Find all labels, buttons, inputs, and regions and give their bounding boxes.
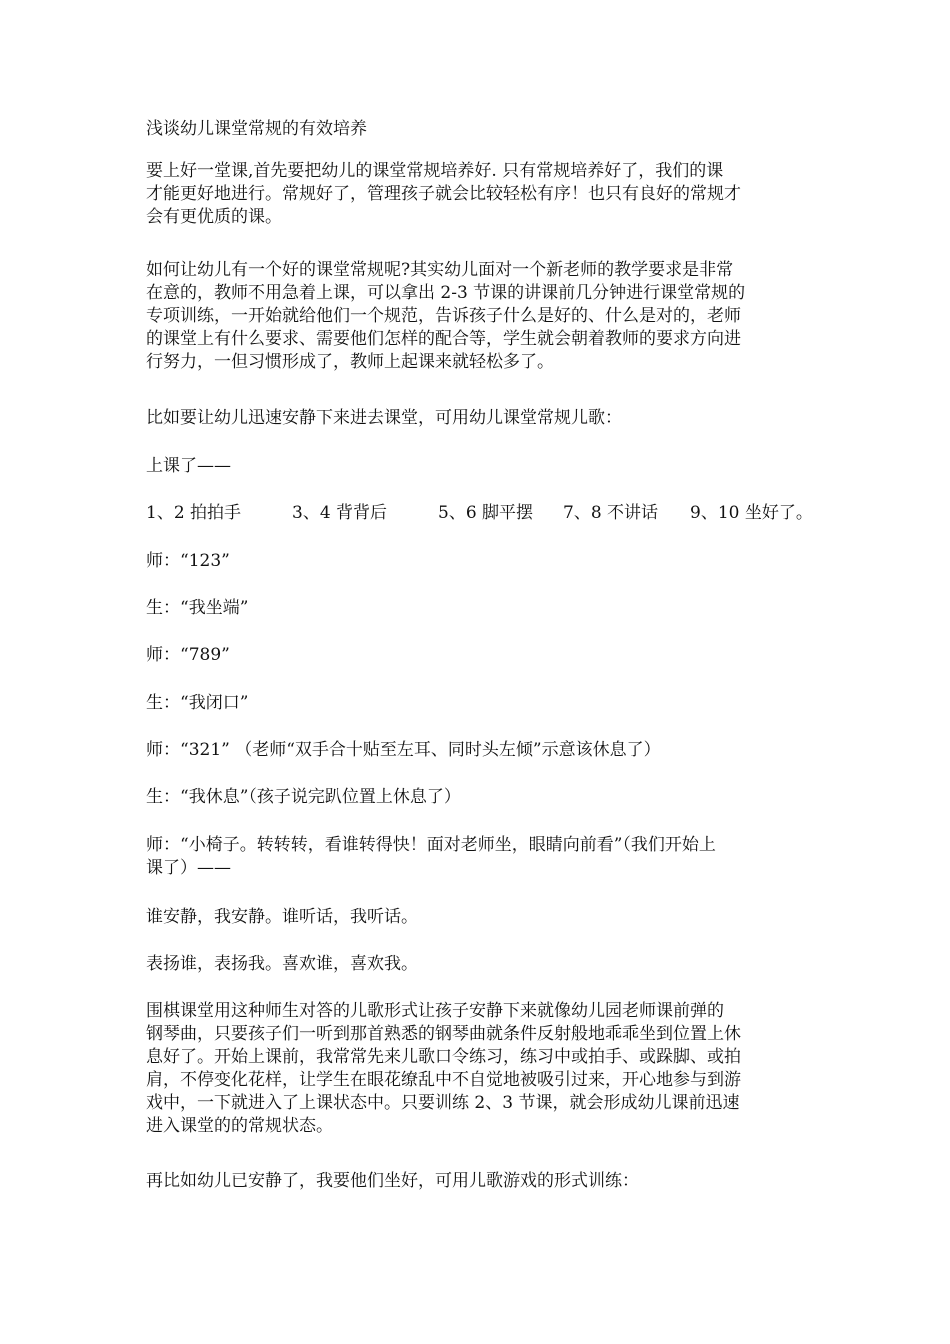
weiqi-paragraph <box>146 1000 816 1138</box>
text-line: 戏中，一下就进入了上课状态中。只要训练 2、3 节课，就会形成幼儿课前迅速 <box>146 1093 740 1113</box>
beat-item: 1、2 拍拍手 <box>146 503 242 523</box>
quiet-line: 谁安静，我安静。谁听话，我听话。 <box>146 907 418 927</box>
dialogue-line: 生：“我休息”（孩子说完趴位置上休息了） <box>146 787 461 807</box>
text-line: 行努力，一但习惯形成了，教师上起课来就轻松多了。 <box>146 352 554 372</box>
text-line: 在意的，教师不用急着上课，可以拿出 2-3 节课的讲课前几分钟进行课堂常规的 <box>146 283 746 303</box>
class-start-line: 上课了—— <box>146 456 231 476</box>
text-line: 的课堂上有什么要求、需要他们怎样的配合等，学生就会朝着教师的要求方向进 <box>146 329 741 349</box>
chair-paragraph <box>146 834 816 880</box>
text-line: 课了）—— <box>146 858 231 878</box>
example-intro: 比如要让幼儿迅速安静下来进去课堂，可用幼儿课堂常规儿歌： <box>146 408 622 428</box>
text-line: 会有更优质的课。 <box>146 207 282 227</box>
document-title: 浅谈幼儿课堂常规的有效培养 <box>146 119 367 139</box>
text-line: 围棋课堂用这种师生对答的儿歌形式让孩子安静下来就像幼儿园老师课前弹的 <box>146 1001 724 1021</box>
dialogue-line: 生：“我坐端” <box>146 598 249 618</box>
document-page <box>146 0 816 1344</box>
dialogue-line: 师：“321” （老师“双手合十贴至左耳、同时头左倾”示意该休息了） <box>146 740 661 760</box>
text-line: 钢琴曲，只要孩子们一听到那首熟悉的钢琴曲就条件反射般地乖乖坐到位置上休 <box>146 1024 741 1044</box>
dialogue-line: 生：“我闭口” <box>146 693 249 713</box>
beat-item: 3、4 背背后 <box>292 503 388 523</box>
text-line: 才能更好地进行。常规好了，管理孩子就会比较轻松有序！也只有良好的常规才 <box>146 184 741 204</box>
intro-paragraph <box>146 160 816 229</box>
text-line: 息好了。开始上课前，我常常先来儿歌口令练习，练习中或拍手、或跺脚、或拍 <box>146 1047 741 1067</box>
dialogue-line: 师：“789” <box>146 645 230 665</box>
text-line: 专项训练，一开始就给他们一个规范，告诉孩子什么是好的、什么是对的，老师 <box>146 306 741 326</box>
text-line: 要上好一堂课,首先要把幼儿的课堂常规培养好. 只有常规培养好了，我们的课 <box>146 161 724 181</box>
text-line: 如何让幼儿有一个好的课堂常规呢?其实幼儿面对一个新老师的教学要求是非常 <box>146 260 734 280</box>
beat-item: 5、6 脚平摆 <box>438 503 534 523</box>
dialogue-line: 师：“123” <box>146 551 230 571</box>
text-line: 肩，不停变化花样，让学生在眼花缭乱中不自觉地被吸引过来，开心地参与到游 <box>146 1070 741 1090</box>
text-line: 进入课堂的的常规状态。 <box>146 1116 333 1136</box>
how-paragraph <box>146 259 816 374</box>
praise-line: 表扬谁，表扬我。喜欢谁，喜欢我。 <box>146 954 418 974</box>
beat-item: 7、8 不讲话 <box>563 503 659 523</box>
next-paragraph: 再比如幼儿已安静了，我要他们坐好，可用儿歌游戏的形式训练： <box>146 1171 639 1191</box>
text-line: 师：“小椅子。转转转，看谁转得快！面对老师坐，眼睛向前看”（我们开始上 <box>146 835 716 855</box>
beat-item: 9、10 坐好了。 <box>690 503 813 523</box>
